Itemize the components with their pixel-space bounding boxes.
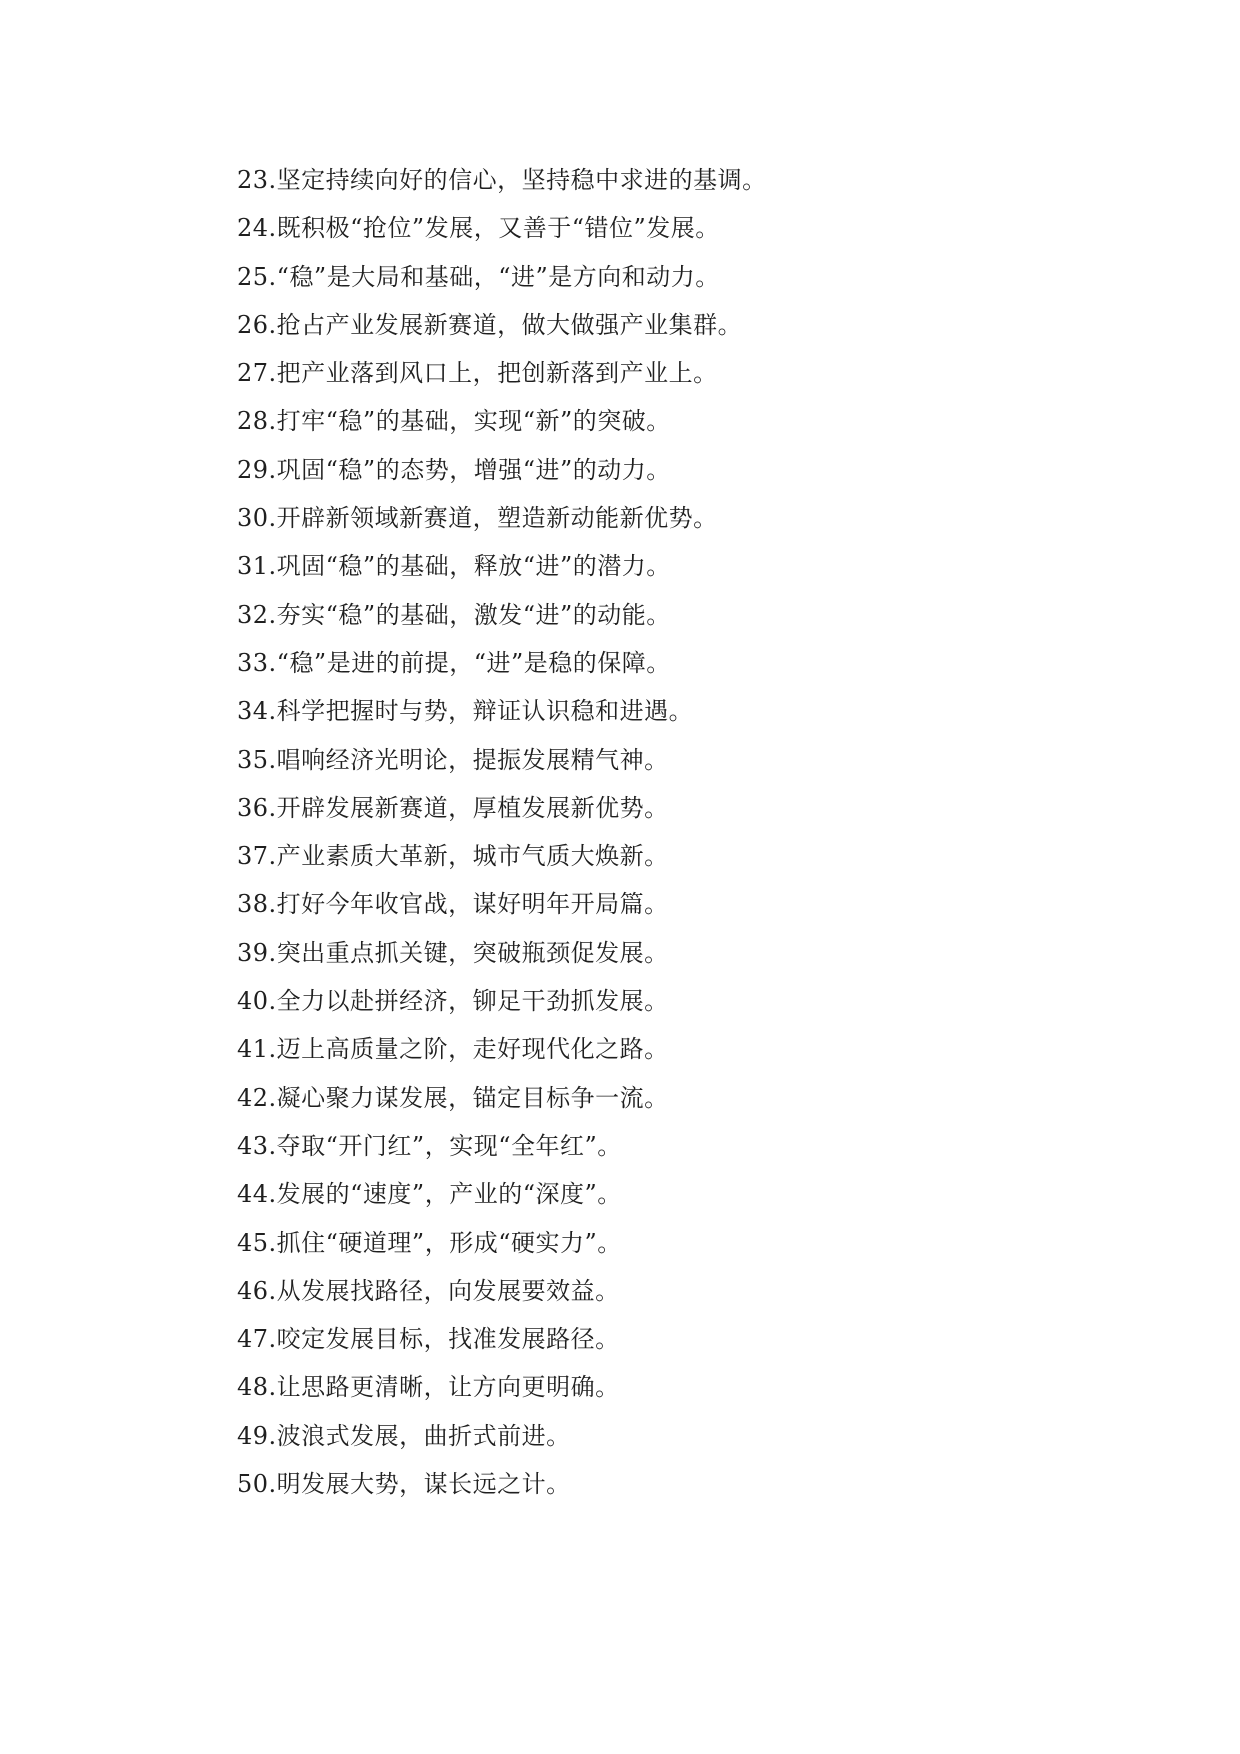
list-item: 27.把产业落到风口上，把创新落到产业上。 <box>237 359 718 388</box>
list-item: 37.产业素质大革新，城市气质大焕新。 <box>237 842 669 871</box>
list-item: 34.科学把握时与势，辩证认识稳和进遇。 <box>237 697 694 726</box>
list-item: 30.开辟新领域新赛道，塑造新动能新优势。 <box>237 504 718 533</box>
list-item: 26.抢占产业发展新赛道，做大做强产业集群。 <box>237 310 743 339</box>
list-item: 29.巩固“稳”的态势，增强“进”的动力。 <box>237 455 671 484</box>
list-item: 28.打牢“稳”的基础，实现“新”的突破。 <box>237 407 671 436</box>
list-item: 23.坚定持续向好的信心，坚持稳中求进的基调。 <box>237 166 767 194</box>
list-item: 39.突出重点抓关键，突破瓶颈促发展。 <box>237 938 669 967</box>
list-item: 44.发展的“速度”，产业的“深度”。 <box>237 1180 622 1209</box>
list-item: 25.“稳”是大局和基础，“进”是方向和动力。 <box>237 262 720 291</box>
numbered-list <box>237 156 767 1508</box>
list-item: 36.开辟发展新赛道，厚植发展新优势。 <box>237 793 669 822</box>
list-item: 40.全力以赴拼经济，铆足干劲抓发展。 <box>237 987 669 1016</box>
list-item: 35.唱响经济光明论，提振发展精气神。 <box>237 745 669 774</box>
list-item: 47.咬定发展目标，找准发展路径。 <box>237 1325 620 1354</box>
list-item: 41.迈上高质量之阶，走好现代化之路。 <box>237 1035 669 1064</box>
list-item: 32.夯实“稳”的基础，激发“进”的动能。 <box>237 600 671 629</box>
list-item: 50.明发展大势，谋长远之计。 <box>237 1470 571 1499</box>
list-item: 43.夺取“开门红”，实现“全年红”。 <box>237 1131 622 1160</box>
list-item: 38.打好今年收官战，谋好明年开局篇。 <box>237 890 669 919</box>
list-item: 48.让思路更清晰，让方向更明确。 <box>237 1373 620 1402</box>
list-item: 45.抓住“硬道理”，形成“硬实力”。 <box>237 1228 622 1257</box>
list-item: 42.凝心聚力谋发展，锚定目标争一流。 <box>237 1083 669 1112</box>
list-item: 24.既积极“抢位”发展，又善于“错位”发展。 <box>237 214 720 243</box>
list-item: 46.从发展找路径，向发展要效益。 <box>237 1276 620 1305</box>
list-item: 31.巩固“稳”的基础，释放“进”的潜力。 <box>237 552 671 581</box>
list-item: 49.波浪式发展，曲折式前进。 <box>237 1421 571 1450</box>
list-item: 33.“稳”是进的前提，“进”是稳的保障。 <box>237 648 671 677</box>
